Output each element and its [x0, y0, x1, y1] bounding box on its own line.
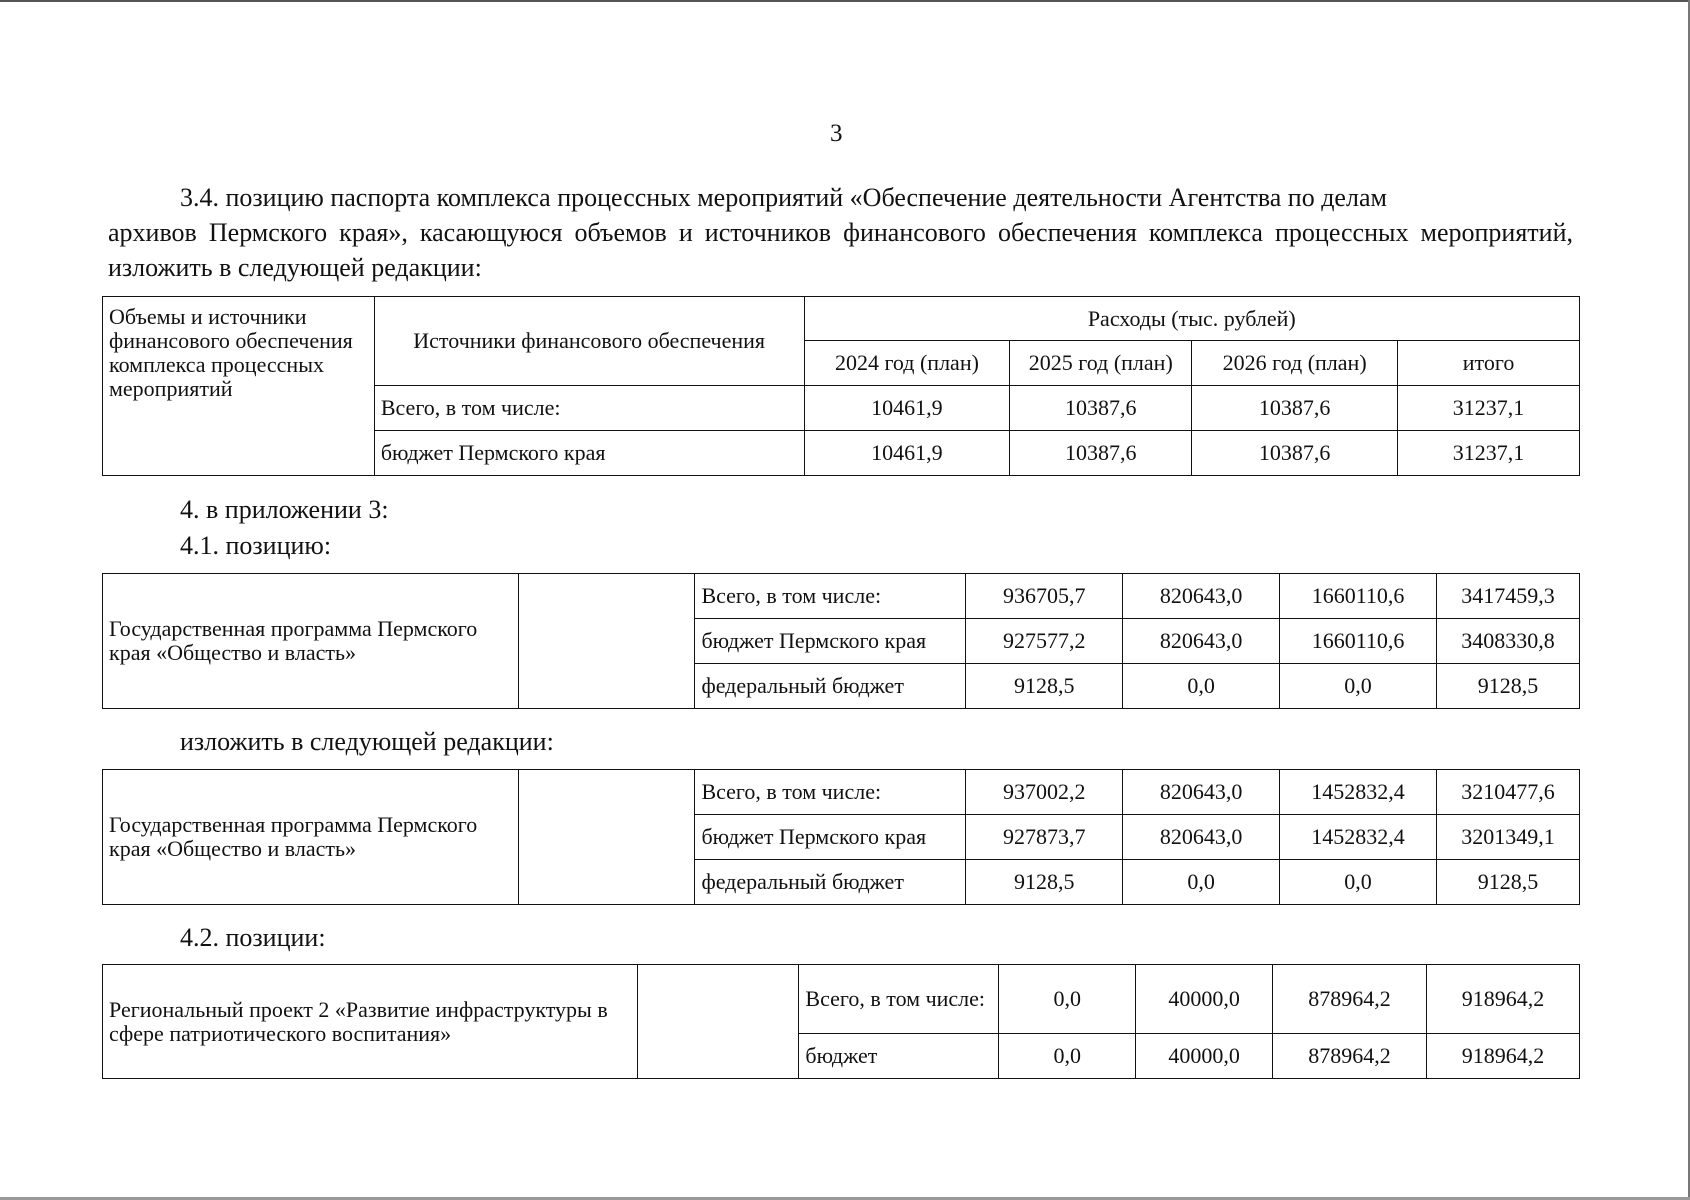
table2-cell: 3417459,3 [1437, 574, 1580, 619]
table3-cell: 820643,0 [1123, 815, 1280, 860]
table1-cell: 31237,1 [1398, 386, 1580, 431]
table3-cell: 0,0 [1280, 860, 1437, 905]
table3-row [103, 770, 1580, 815]
table1-year-2024: 2024 год (план) [804, 341, 1010, 386]
table1-cell: 10461,9 [804, 386, 1010, 431]
table4-cell: 40000,0 [1136, 1034, 1273, 1079]
program-table-new [102, 769, 1580, 905]
intro-paragraph [108, 180, 1573, 285]
table4-cell: 878964,2 [1273, 1034, 1427, 1079]
table3-cell: 3201349,1 [1437, 815, 1580, 860]
table4-row [103, 965, 1580, 1034]
table4-cell: 40000,0 [1136, 965, 1273, 1034]
table4-empty-cell [637, 965, 799, 1079]
table1-sources-header: Источники финансового обеспечения [374, 297, 804, 386]
section-4-1-heading: 4.1. позицию: [180, 531, 332, 560]
table2-cell: 820643,0 [1123, 619, 1280, 664]
table1-cell: 10387,6 [1192, 431, 1398, 476]
table4-cell: 878964,2 [1273, 965, 1427, 1034]
section-4-2-heading: 4.2. позиции: [180, 923, 326, 952]
table2-row-label: Всего, в том числе: [695, 574, 966, 619]
table1-row-label: Всего, в том числе: [374, 386, 804, 431]
table3-cell: 927873,7 [966, 815, 1123, 860]
table1-cell: 10461,9 [804, 431, 1010, 476]
table2-cell: 820643,0 [1123, 574, 1280, 619]
program-table-old [102, 573, 1580, 709]
table2-row-label: федеральный бюджет [695, 664, 966, 709]
section-4-heading: 4. в приложении 3: [180, 495, 389, 524]
scan-edge-top [0, 0, 1690, 2]
table3-row-label: бюджет Пермского края [695, 815, 966, 860]
table4-row-label: бюджет [799, 1034, 999, 1079]
table2-row-label: бюджет Пермского края [695, 619, 966, 664]
table2-row [103, 574, 1580, 619]
table3-cell: 820643,0 [1123, 770, 1280, 815]
table3-row-label: Всего, в том числе: [695, 770, 966, 815]
table1-cell: 31237,1 [1398, 431, 1580, 476]
table4-cell: 0,0 [999, 1034, 1136, 1079]
table2-cell: 3408330,8 [1437, 619, 1580, 664]
intro-first-line: 3.4. позицию паспорта комплекса процессных мероприятий «Обеспечение деятельности Агентства по делам [180, 183, 1387, 212]
table4-project-name: Региональный проект 2 «Развитие инфраструктуры в сфере патриотического воспитания» [103, 965, 638, 1079]
table1-expenses-header: Расходы (тыс. рублей) [804, 297, 1580, 341]
table3-cell: 1452832,4 [1280, 770, 1437, 815]
table1-cell: 10387,6 [1010, 431, 1192, 476]
table3-cell: 9128,5 [966, 860, 1123, 905]
intro-rest: архивов Пермского края», касающуюся объемов и источников финансового обеспечения комплекса процессных мероприятий, изложить в следующей редакции: [108, 218, 1573, 282]
table2-empty-cell [518, 574, 695, 709]
table2-cell: 927577,2 [966, 619, 1123, 664]
table1-year-2025: 2025 год (план) [1010, 341, 1192, 386]
table2-cell: 1660110,6 [1280, 619, 1437, 664]
table2-cell: 0,0 [1123, 664, 1280, 709]
table2-program-name: Государственная программа Пермского края «Общество и власть» [103, 574, 519, 709]
page-number: 3 [830, 120, 843, 147]
table4-cell: 0,0 [999, 965, 1136, 1034]
table3-cell: 3210477,6 [1437, 770, 1580, 815]
table4-row-label: Всего, в том числе: [799, 965, 999, 1034]
table2-cell: 9128,5 [966, 664, 1123, 709]
financing-table [102, 296, 1580, 476]
table3-cell: 9128,5 [1437, 860, 1580, 905]
table2-cell: 936705,7 [966, 574, 1123, 619]
table3-empty-cell [518, 770, 695, 905]
table1-row-label: бюджет Пермского края [374, 431, 804, 476]
table2-cell: 9128,5 [1437, 664, 1580, 709]
table3-cell: 937002,2 [966, 770, 1123, 815]
table3-cell: 1452832,4 [1280, 815, 1437, 860]
table3-row-label: федеральный бюджет [695, 860, 966, 905]
table1-year-2026: 2026 год (план) [1192, 341, 1398, 386]
table4-cell: 918964,2 [1427, 1034, 1580, 1079]
table1-cell: 10387,6 [1192, 386, 1398, 431]
table1-total-header: итого [1398, 341, 1580, 386]
project-table [102, 964, 1580, 1079]
table3-program-name: Государственная программа Пермского края «Общество и власть» [103, 770, 519, 905]
table4-cell: 918964,2 [1427, 965, 1580, 1034]
table2-cell: 1660110,6 [1280, 574, 1437, 619]
table3-cell: 0,0 [1123, 860, 1280, 905]
table1-cell: 10387,6 [1010, 386, 1192, 431]
table1-row-header: Объемы и источники финансового обеспечения комплекса процессных мероприятий [103, 297, 375, 476]
restate-line: изложить в следующей редакции: [180, 727, 554, 756]
table2-cell: 0,0 [1280, 664, 1437, 709]
